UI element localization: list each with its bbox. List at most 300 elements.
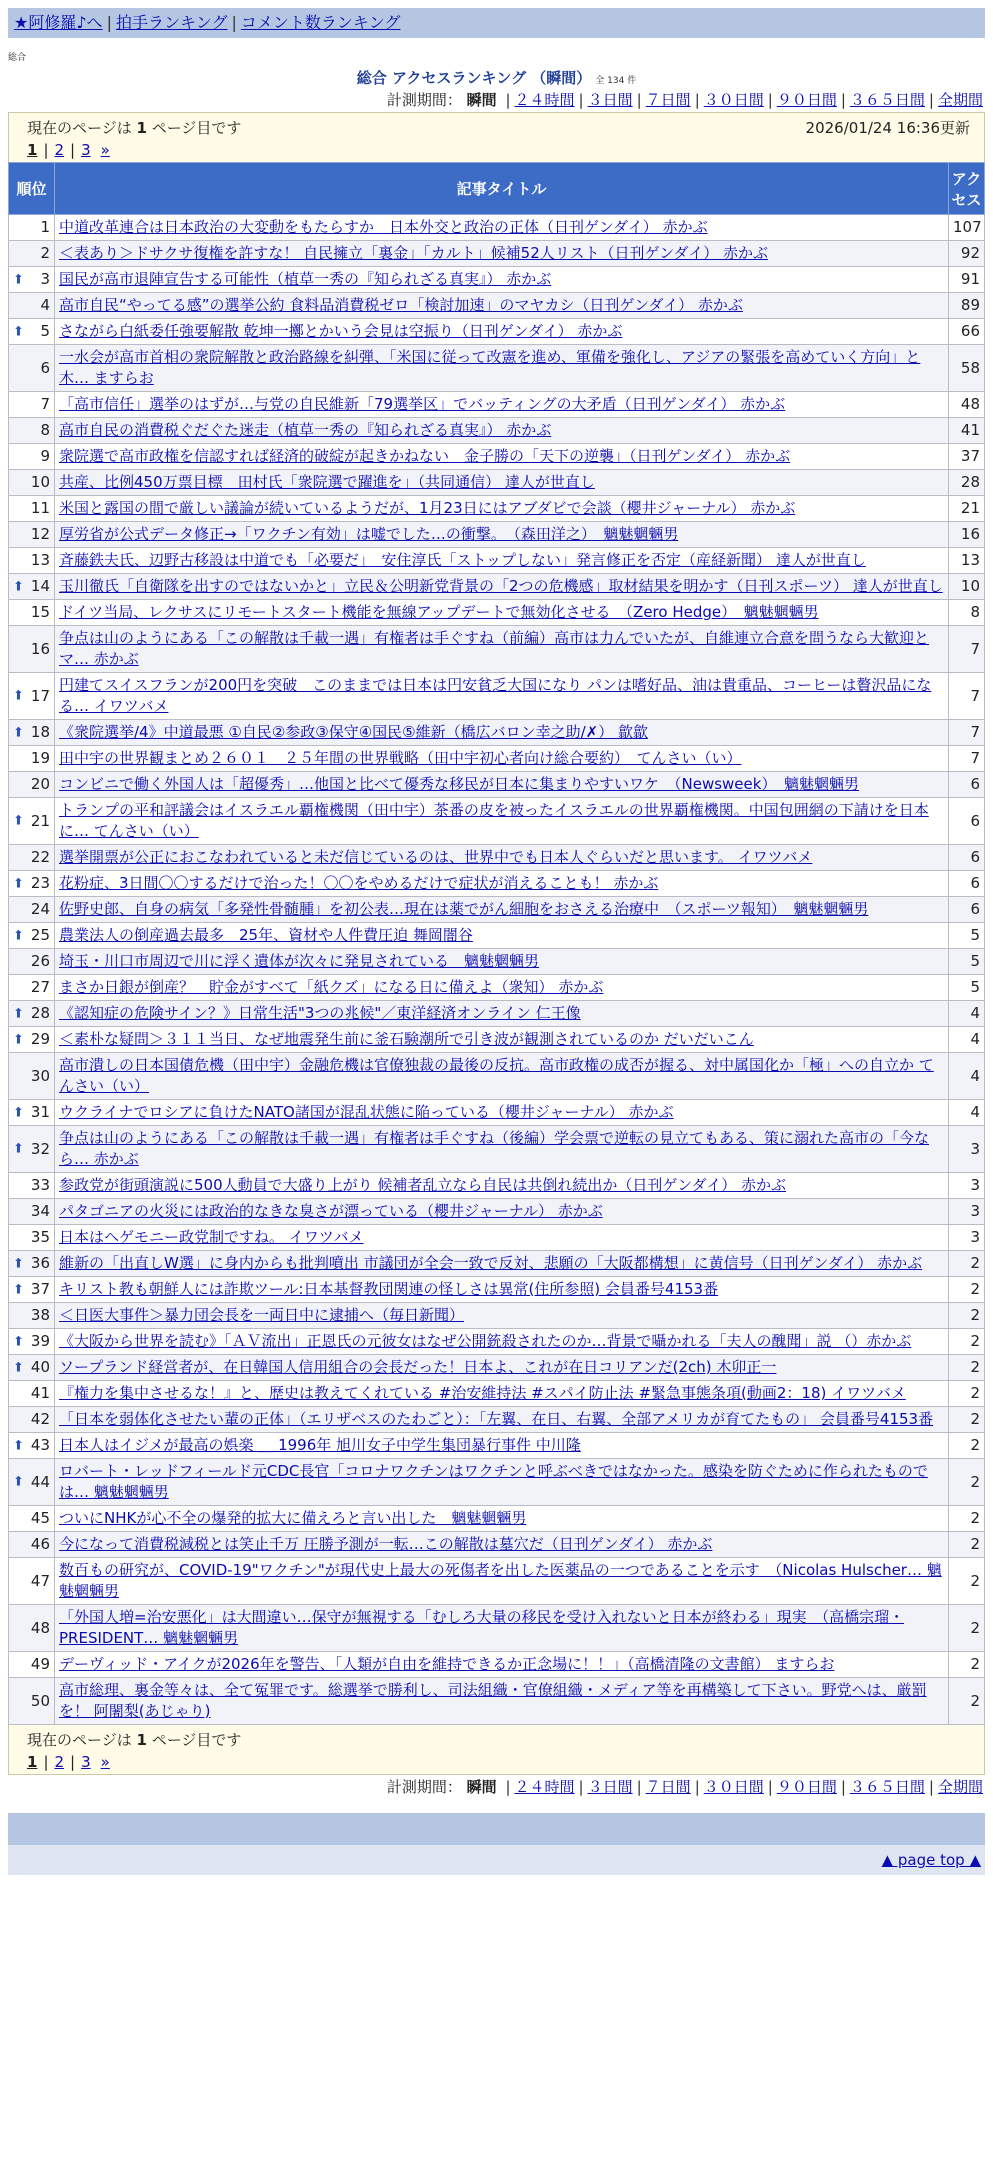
rank-cell xyxy=(9,673,55,720)
table-row xyxy=(9,897,985,923)
page-separator: | xyxy=(70,141,76,159)
article-link[interactable]: ロバート・レッドフィールド元CDC長官「コロナワクチンはワクチンと呼ぶべきではなかった。感染を防ぐために作られたものでは… 魑魅魍魎男 xyxy=(59,1462,928,1501)
table-row xyxy=(9,444,985,470)
category-label: 総合 xyxy=(8,53,27,63)
table-row xyxy=(9,1053,985,1100)
rank-cell xyxy=(9,470,55,496)
article-link[interactable]: 田中宇の世界観まとめ２６０１ ２５年間の世界戦略（田中宇初心者向け総合要約） てんさい（い） xyxy=(59,749,742,767)
table-row xyxy=(9,418,985,444)
rank-up-arrow-icon: ⬆ xyxy=(13,1474,24,1490)
article-link[interactable]: 《衆院選挙/4》中道最悪 ①自民②参政③保守④国民⑤維新（橋広バロン幸之助/✗） 歙歙 xyxy=(59,723,648,741)
table-row xyxy=(9,345,985,392)
article-link[interactable]: 高市総理、裏金等々は、全て冤罪です。総選挙で勝利し、司法組織・官僚組織・メディア等を再構築して下さい。野党へは、厳罰を！ 阿闍梨(あじゃり) xyxy=(59,1681,927,1720)
access-count: 16 xyxy=(949,522,985,548)
access-count: 7 xyxy=(949,626,985,673)
rank-number: 2 xyxy=(40,244,50,262)
access-count: 66 xyxy=(949,319,985,345)
access-count: 2 xyxy=(949,1329,985,1355)
rank-cell xyxy=(9,548,55,574)
rank-cell xyxy=(9,345,55,392)
table-row xyxy=(9,267,985,293)
article-link[interactable]: 国民が高市退陣宣告する可能性（植草一秀の『知られざる真実』） 赤かぶ xyxy=(59,270,552,288)
rank-up-arrow-icon: ⬆ xyxy=(13,1438,24,1453)
period-link[interactable]: ２４時間 xyxy=(514,1778,575,1796)
title-cell xyxy=(55,293,949,319)
title-cell xyxy=(55,1225,949,1251)
rank-up-arrow-icon: ⬆ xyxy=(13,1360,24,1375)
title-cell xyxy=(55,798,949,845)
title-cell xyxy=(55,1459,949,1506)
article-link[interactable]: トランプの平和評議会はイスラエル覇権機関（田中宇）茶番の皮を被ったイスラエルの世界覇権機関。中国包囲網の下請けを日本に… てんさい（い） xyxy=(59,801,929,840)
page-link[interactable]: 2 xyxy=(54,141,65,159)
rank-up-arrow-icon: ⬆ xyxy=(13,928,24,943)
next-page-link[interactable]: » xyxy=(100,141,110,159)
table-header-row xyxy=(9,163,985,215)
table-row xyxy=(9,496,985,522)
access-count: 8 xyxy=(949,600,985,626)
link-asyura-home[interactable]: ★阿修羅♪へ xyxy=(14,13,103,32)
article-link[interactable]: 厚労省が公式データ修正→「ワクチン有効」は嘘でした…の衝撃。 （森田洋之） 魑魅魍魎男 xyxy=(59,525,679,543)
access-count: 2 xyxy=(949,1251,985,1277)
page-title xyxy=(8,68,985,88)
period-link[interactable]: ２４時間 xyxy=(514,91,575,109)
table-row xyxy=(9,626,985,673)
period-link[interactable]: ９０日間 xyxy=(776,91,837,109)
article-link[interactable]: 《認知症の危険サイン？》日常生活"3つの兆候"／東洋経済オンライン 仁王像 xyxy=(59,1004,581,1022)
rank-cell xyxy=(9,319,55,345)
article-link[interactable]: 高市自民の消費税ぐだぐた迷走（植草一秀の『知られざる真実』） 赤かぶ xyxy=(59,421,552,439)
article-link[interactable]: 斉藤鉄夫氏、辺野古移設は中道でも「必要だ」 安住淳氏「ストップしない」発言修正を否定（産経新聞） 達人が世直し xyxy=(59,551,866,569)
table-row xyxy=(9,1678,985,1725)
table-row xyxy=(9,1532,985,1558)
article-link[interactable]: デーヴィッド・アイクが2026年を警告、「人類が自由を維持できるか正念場に！！」（高橋清隆の文書館） ますらお xyxy=(59,1655,835,1673)
period-current: 瞬間 xyxy=(466,91,497,109)
rank-cell xyxy=(9,1173,55,1199)
table-row xyxy=(9,1355,985,1381)
rank-number: 21 xyxy=(30,811,50,830)
table-row xyxy=(9,1381,985,1407)
rank-cell xyxy=(9,1605,55,1652)
rank-cell xyxy=(9,1027,55,1053)
page-top-bar xyxy=(8,1845,985,1875)
table-row xyxy=(9,241,985,267)
rank-up-arrow-icon: ⬆ xyxy=(13,813,24,829)
title-cell xyxy=(55,746,949,772)
title-cell xyxy=(55,215,949,241)
rank-cell xyxy=(9,1251,55,1277)
access-count: 2 xyxy=(949,1652,985,1678)
rank-number: 32 xyxy=(30,1139,50,1158)
table-row xyxy=(9,923,985,949)
article-link[interactable]: 数百もの研究が、COVID-19"ワクチン"が現代史上最大の死傷者を出した医薬品の一つであることを示す （Nicolas Hulscher… 魑魅魍魎男 xyxy=(59,1561,942,1600)
table-row xyxy=(9,673,985,720)
title-cell xyxy=(55,496,949,522)
rank-cell xyxy=(9,293,55,319)
title-cell xyxy=(55,1277,949,1303)
table-row xyxy=(9,1199,985,1225)
page-link[interactable]: 2 xyxy=(54,1753,65,1771)
rank-cell xyxy=(9,600,55,626)
access-count: 41 xyxy=(949,418,985,444)
page-links xyxy=(27,139,970,161)
rank-cell xyxy=(9,626,55,673)
rank-number: 36 xyxy=(30,1254,50,1272)
period-link[interactable]: ３０日間 xyxy=(703,1778,764,1796)
title-cell xyxy=(55,345,949,392)
rank-up-arrow-icon: ⬆ xyxy=(13,1006,24,1021)
rank-number: 35 xyxy=(30,1228,50,1246)
title-cell xyxy=(55,1053,949,1100)
rank-cell xyxy=(9,1126,55,1173)
rank-number: 37 xyxy=(30,1280,50,1298)
rank-number: 6 xyxy=(40,358,50,377)
article-link[interactable]: 共産、比例450万票目標 田村氏「衆院選で躍進を」（共同通信） 達人が世直し xyxy=(59,473,595,491)
rank-number: 25 xyxy=(30,926,50,944)
rank-cell xyxy=(9,746,55,772)
rank-number: 45 xyxy=(30,1509,50,1527)
top-nav-bar xyxy=(8,8,985,38)
table-row xyxy=(9,1303,985,1329)
table-row xyxy=(9,1652,985,1678)
page-link[interactable]: 3 xyxy=(81,141,91,159)
access-count: 7 xyxy=(949,720,985,746)
rank-cell xyxy=(9,574,55,600)
period-current: 瞬間 xyxy=(466,1778,497,1796)
pager-bottom xyxy=(8,1725,985,1775)
period-link[interactable]: ７日間 xyxy=(645,1778,691,1796)
access-count: 2 xyxy=(949,1506,985,1532)
article-link[interactable]: 『権力を集中させるな！』と、歴史は教えてくれている #治安維持法 #スパイ防止法 #緊急事態条項(動画2：18) イワツバメ xyxy=(59,1384,906,1402)
ranking-table xyxy=(8,162,985,1725)
rank-number: 17 xyxy=(30,686,50,705)
rank-cell xyxy=(9,1329,55,1355)
rank-up-arrow-icon: ⬆ xyxy=(13,688,24,704)
article-link[interactable]: 維新の「出直しW選」に身内からも批判噴出 市議団が全会一致で反対、悲願の「大阪都構想」に黄信号（日刊ゲンダイ） 赤かぶ xyxy=(59,1254,923,1272)
period-link[interactable]: ３６５日間 xyxy=(849,91,925,109)
article-link[interactable]: 玉川徹氏「自衛隊を出すのではないかと」立民＆公明新党背景の「2つの危機感」取材結果を明かす（日刊スポーツ） 達人が世直し xyxy=(59,577,943,595)
article-link[interactable]: 「日本を弱体化させたい輩の正体」（エリザベスのたわごと）：「左翼、在日、右翼、全部アメリカが育てたもの」 会員番号4153番 xyxy=(59,1410,934,1428)
article-link[interactable]: ＜表あり＞ドサクサ復権を許すな！ 自民擁立「裏金」「カルト」候補52人リスト（日刊ゲンダイ） 赤かぶ xyxy=(59,244,769,262)
access-count: 13 xyxy=(949,548,985,574)
rank-cell xyxy=(9,923,55,949)
table-row xyxy=(9,1277,985,1303)
period-link[interactable]: 全期間 xyxy=(937,91,983,109)
article-link[interactable]: 米国と露国の間で厳しい議論が続いているようだが、1月23日にはアブダビで会談（櫻井ジャーナル） 赤かぶ xyxy=(59,499,796,517)
article-link[interactable]: 円建てスイスフランが200円を突破 このままでは日本は円安貧乏大国になり パンは嗜好品、油は貴重品、コーヒーは贅沢品になる… イワツバメ xyxy=(59,676,932,715)
rank-cell xyxy=(9,215,55,241)
title-cell xyxy=(55,772,949,798)
article-link[interactable]: パタゴニアの火災には政治的なきな臭さが漂っている（櫻井ジャーナル） 赤かぶ xyxy=(59,1202,603,1220)
rank-number: 20 xyxy=(30,775,50,793)
article-link[interactable]: 今になって消費税減税とは笑止千万 圧勝予測が一転…この解散は墓穴だ（日刊ゲンダイ） 赤かぶ xyxy=(59,1535,713,1553)
rank-up-arrow-icon: ⬆ xyxy=(13,1256,24,1271)
title-cell xyxy=(55,1199,949,1225)
title-cell xyxy=(55,1126,949,1173)
access-count: 4 xyxy=(949,1027,985,1053)
access-count: 2 xyxy=(949,1433,985,1459)
access-count: 3 xyxy=(949,1199,985,1225)
period-link[interactable]: ３日間 xyxy=(587,1778,633,1796)
rank-up-arrow-icon: ⬆ xyxy=(13,1141,24,1157)
rank-number: 1 xyxy=(40,218,50,236)
article-link[interactable]: ＜日医大事件＞暴力団会長を一両日中に逮捕へ（毎日新聞） xyxy=(59,1306,465,1324)
access-count: 5 xyxy=(949,975,985,1001)
article-link[interactable]: 高市自民“やってる感”の選挙公約 食料品消費税ゼロ「検討加速」のマヤカシ（日刊ゲンダイ） 赤かぶ xyxy=(59,296,743,314)
header-title: 記事タイトル xyxy=(55,163,949,215)
period-link[interactable]: ７日間 xyxy=(645,91,691,109)
article-link[interactable]: ソープランド経営者が、在日韓国人信用組合の会長だった！日本よ、これが在日コリアンだ(2ch) 木卯正一 xyxy=(59,1358,777,1376)
title-cell xyxy=(55,720,949,746)
access-count: 6 xyxy=(949,897,985,923)
rank-cell xyxy=(9,772,55,798)
article-link[interactable]: 佐野史郎、自身の病気「多発性骨髄腫」を初公表…現在は薬でがん細胞をおさえる治療中 （スポーツ報知） 魑魅魍魎男 xyxy=(59,900,869,918)
title-cell xyxy=(55,1100,949,1126)
table-row xyxy=(9,548,985,574)
period-link[interactable]: ９０日間 xyxy=(776,1778,837,1796)
rank-number: 44 xyxy=(30,1472,50,1491)
period-separator: | xyxy=(636,1778,642,1796)
rank-number: 42 xyxy=(30,1410,50,1428)
access-count: 2 xyxy=(949,1303,985,1329)
period-link[interactable]: ３日間 xyxy=(587,91,633,109)
rank-number: 38 xyxy=(30,1306,50,1324)
table-row xyxy=(9,845,985,871)
title-cell xyxy=(55,975,949,1001)
title-cell xyxy=(55,267,949,293)
table-row xyxy=(9,215,985,241)
table-row xyxy=(9,798,985,845)
access-count: 58 xyxy=(949,345,985,392)
article-link[interactable]: 《大阪から世界を読む》「ＡＶ流出」正恩氏の元彼女はなぜ公開銃殺されたのか…背景で囁かれる「夫人の醜聞」説 （）赤かぶ xyxy=(59,1332,912,1350)
period-separator: | xyxy=(578,91,584,109)
access-count: 2 xyxy=(949,1407,985,1433)
title-cell xyxy=(55,1407,949,1433)
page-link[interactable]: 3 xyxy=(81,1753,91,1771)
period-separator: | xyxy=(505,91,511,109)
access-count: 7 xyxy=(949,746,985,772)
title-cell xyxy=(55,1173,949,1199)
table-row xyxy=(9,1459,985,1506)
article-link[interactable]: 衆院選で高市政権を信認すれば経済的破綻が起きかねない 金子勝の「天下の逆襲」（日刊ゲンダイ） 赤かぶ xyxy=(59,447,791,465)
rank-cell xyxy=(9,1558,55,1605)
period-separator: | xyxy=(694,1778,700,1796)
title-cell xyxy=(55,1381,949,1407)
title-cell xyxy=(55,1532,949,1558)
link-comment-ranking[interactable]: コメント数ランキング xyxy=(240,13,401,32)
title-cell xyxy=(55,392,949,418)
access-count: 3 xyxy=(949,1225,985,1251)
rank-up-arrow-icon: ⬆ xyxy=(13,324,24,339)
title-cell xyxy=(55,600,949,626)
rank-number: 14 xyxy=(30,577,50,595)
nav-separator: | xyxy=(106,13,112,32)
period-separator: | xyxy=(928,91,934,109)
pager-top xyxy=(8,112,985,162)
article-link[interactable]: ドイツ当局、レクサスにリモートスタート機能を無線アップデートで無効化させる （Zero Hedge） 魑魅魍魎男 xyxy=(59,603,819,621)
article-link[interactable]: コンビニで働く外国人は「超優秀」…他国と比べて優秀な移民が日本に集まりやすいワケ （Newsweek） 魑魅魍魎男 xyxy=(59,775,859,793)
rank-number: 48 xyxy=(30,1618,50,1637)
period-separator: | xyxy=(767,1778,773,1796)
period-label: 計測期間： xyxy=(386,91,462,109)
table-row xyxy=(9,720,985,746)
title-cell xyxy=(55,241,949,267)
period-separator: | xyxy=(578,1778,584,1796)
page-current: 1 xyxy=(27,141,38,159)
rank-cell xyxy=(9,392,55,418)
article-link[interactable]: 「外国人増=治安悪化」は大間違い…保守が無視する「むしろ大量の移民を受け入れないと日本が終わる」現実 （高橋宗瑠・PRESIDENT… 魑魅魍魎男 xyxy=(59,1608,905,1647)
title-cell xyxy=(55,1506,949,1532)
rank-cell xyxy=(9,975,55,1001)
rank-number: 26 xyxy=(30,952,50,970)
rank-cell xyxy=(9,496,55,522)
period-link[interactable]: ３６５日間 xyxy=(849,1778,925,1796)
period-separator: | xyxy=(928,1778,934,1796)
rank-number: 43 xyxy=(30,1436,50,1454)
table-row xyxy=(9,1433,985,1459)
title-cell xyxy=(55,574,949,600)
table-row xyxy=(9,392,985,418)
rank-number: 41 xyxy=(30,1384,50,1402)
access-count: 21 xyxy=(949,496,985,522)
table-row xyxy=(9,1126,985,1173)
access-count: 2 xyxy=(949,1558,985,1605)
rank-number: 16 xyxy=(30,639,50,658)
rank-cell xyxy=(9,949,55,975)
access-count: 92 xyxy=(949,241,985,267)
period-separator: | xyxy=(636,91,642,109)
rank-cell xyxy=(9,1532,55,1558)
rank-number: 34 xyxy=(30,1202,50,1220)
article-link[interactable]: 埼玉・川口市周辺で川に浮く遺体が次々に発見されている 魑魅魍魎男 xyxy=(59,952,540,970)
access-count: 4 xyxy=(949,1053,985,1100)
rank-number: 12 xyxy=(30,525,50,543)
title-cell xyxy=(55,1605,949,1652)
access-count: 2 xyxy=(949,1277,985,1303)
rank-cell xyxy=(9,1100,55,1126)
article-link[interactable]: まさか日銀が倒産？ 貯金がすべて「紙クズ」になる日に備えよ（衆知） 赤かぶ xyxy=(59,978,604,996)
rank-cell xyxy=(9,1225,55,1251)
title-cell xyxy=(55,548,949,574)
rank-cell xyxy=(9,241,55,267)
next-page-link[interactable]: » xyxy=(100,1753,110,1771)
article-link[interactable]: ウクライナでロシアに負けたNATO諸国が混乱状態に陥っている（櫻井ジャーナル） 赤かぶ xyxy=(59,1103,674,1121)
article-link[interactable]: 争点は山のようにある「この解散は千載一遇」有権者は手ぐすね（前編）高市は力んでいたが、自維連立合意を問うなら大歓迎とマ… 赤かぶ xyxy=(59,629,930,668)
access-count: 2 xyxy=(949,1355,985,1381)
rank-up-arrow-icon: ⬆ xyxy=(13,1282,24,1297)
table-row xyxy=(9,293,985,319)
access-count: 3 xyxy=(949,1173,985,1199)
article-link[interactable]: 農業法人の倒産過去最多 25年、資材や人件費圧迫 舞岡闇谷 xyxy=(59,926,473,944)
period-separator: | xyxy=(505,1778,511,1796)
access-count: 2 xyxy=(949,1532,985,1558)
access-count: 6 xyxy=(949,845,985,871)
table-row xyxy=(9,522,985,548)
rank-number: 13 xyxy=(30,551,50,569)
title-cell xyxy=(55,1329,949,1355)
title-cell xyxy=(55,923,949,949)
period-separator: | xyxy=(694,91,700,109)
rank-number: 39 xyxy=(30,1332,50,1350)
access-count: 48 xyxy=(949,392,985,418)
access-count: 91 xyxy=(949,267,985,293)
article-link[interactable]: ついにNHKが心不全の爆発的拡大に備えろと言い出した 魑魅魍魎男 xyxy=(59,1509,527,1527)
rank-cell xyxy=(9,522,55,548)
page-separator: | xyxy=(43,1753,49,1771)
link-applause-ranking[interactable]: 拍手ランキング xyxy=(115,13,228,32)
table-row xyxy=(9,746,985,772)
access-count: 4 xyxy=(949,1100,985,1126)
table-row xyxy=(9,1407,985,1433)
article-link[interactable]: 参政党が街頭演説に500人動員で大盛り上がり 候補者乱立なら自民は共倒れ続出か（日刊ゲンダイ） 赤かぶ xyxy=(59,1176,786,1194)
article-link[interactable]: 一水会が高市首相の衆院解散と政治路線を糾弾、「米国に従って改憲を進め、軍備を強化し、アジアの緊張を高めていく方向」と木… ますらお xyxy=(59,348,921,387)
article-link[interactable]: 高市潰しの日本国債危機（田中宇）金融危機は官僚独裁の最後の反抗。高市政権の成否が握る、対中属国化か「極」への自立か てんさい（い） xyxy=(59,1056,934,1095)
page-top-link[interactable]: ▲ page top ▲ xyxy=(881,1851,981,1869)
access-count: 28 xyxy=(949,470,985,496)
rank-cell xyxy=(9,1303,55,1329)
period-separator: | xyxy=(840,1778,846,1796)
page-links xyxy=(27,1751,970,1773)
article-link[interactable]: 花粉症、3日間〇〇するだけで治った！〇〇をやめるだけで症状が消えることも！ 赤かぶ xyxy=(59,874,659,892)
rank-cell xyxy=(9,897,55,923)
access-count: 89 xyxy=(949,293,985,319)
rank-number: 18 xyxy=(30,723,50,741)
rank-number: 49 xyxy=(30,1655,50,1673)
rank-number: 33 xyxy=(30,1176,50,1194)
rank-up-arrow-icon: ⬆ xyxy=(13,579,24,594)
article-link[interactable]: 日本人はイジメが最高の娯楽 ＿ 1996年 旭川女子中学生集団暴行事件 中川隆 xyxy=(59,1436,581,1454)
article-link[interactable]: 中道改革連合は日本政治の大変動をもたらすか 日本外交と政治の正体（日刊ゲンダイ） 赤かぶ xyxy=(59,218,708,236)
table-row xyxy=(9,1027,985,1053)
page-separator: | xyxy=(70,1753,76,1771)
rank-number: 27 xyxy=(30,978,50,996)
rank-cell xyxy=(9,1433,55,1459)
period-link[interactable]: ３０日間 xyxy=(703,91,764,109)
page-status: 現在のページは 1 ページ目です xyxy=(27,1731,242,1749)
rank-cell xyxy=(9,1355,55,1381)
access-count: 7 xyxy=(949,673,985,720)
rank-up-arrow-icon: ⬆ xyxy=(13,1032,24,1047)
article-link[interactable]: 争点は山のようにある「この解散は千載一遇」有権者は手ぐすね（後編）学会票で逆転の見立てもある、策に溺れた高市の「今なら… 赤かぶ xyxy=(59,1129,930,1168)
article-link[interactable]: 日本はヘゲモニー政党制ですね。 イワツバメ xyxy=(59,1228,364,1246)
article-link[interactable]: ＜素朴な疑問＞３１１当日、なぜ地震発生前に釜石験潮所で引き波が観測されているのか だいだいこん xyxy=(59,1030,754,1048)
rank-number: 50 xyxy=(30,1691,50,1710)
title-cell xyxy=(55,522,949,548)
article-link[interactable]: 選挙開票が公正におこなわれていると未だ信じているのは、世界中でも日本人ぐらいだと思います。 イワツバメ xyxy=(59,848,813,866)
article-link[interactable]: キリスト教も朝鮮人には詐欺ツール:日本基督教団関連の怪しさは異常(住所参照) 会員番号4153番 xyxy=(59,1280,719,1298)
rank-number: 19 xyxy=(30,749,50,767)
access-count: 10 xyxy=(949,574,985,600)
header-access: アクセス xyxy=(949,163,985,215)
rank-cell xyxy=(9,1053,55,1100)
table-row xyxy=(9,1173,985,1199)
rank-cell xyxy=(9,871,55,897)
title-cell xyxy=(55,1355,949,1381)
table-row xyxy=(9,1558,985,1605)
title-cell xyxy=(55,1558,949,1605)
article-link[interactable]: 「高市信任」選挙のはずが…与党の自民維新「79選挙区」でバッティングの大矛盾（日刊ゲンダイ） 赤かぶ xyxy=(59,395,786,413)
rank-number: 3 xyxy=(40,270,50,288)
article-link[interactable]: さながら白紙委任強要解散 乾坤一擲とかいう会見は空振り（日刊ゲンダイ） 赤かぶ xyxy=(59,322,623,340)
period-link[interactable]: 全期間 xyxy=(937,1778,983,1796)
access-count: 5 xyxy=(949,949,985,975)
table-row xyxy=(9,949,985,975)
period-separator: | xyxy=(840,91,846,109)
rank-number: 46 xyxy=(30,1535,50,1553)
rank-up-arrow-icon: ⬆ xyxy=(13,272,24,287)
header-rank: 順位 xyxy=(9,163,55,215)
rank-cell xyxy=(9,845,55,871)
period-separator: | xyxy=(767,91,773,109)
